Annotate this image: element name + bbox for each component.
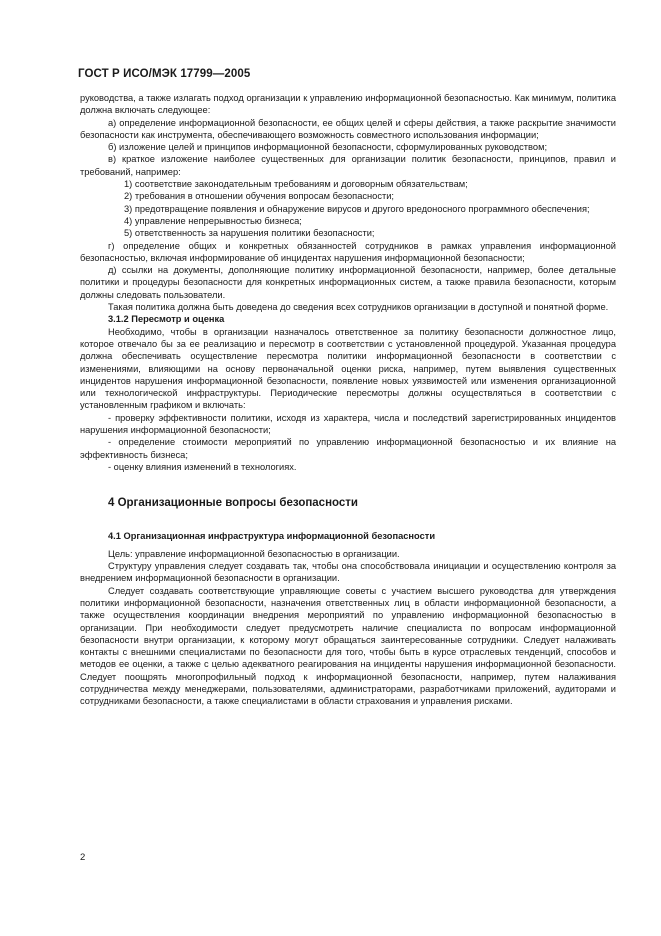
list-item: 2) требования в отношении обучения вопросам безопасности; [124,191,394,202]
paragraph: Необходимо, чтобы в организации назначалось ответственное за политику безопасности должностное лицо, которое отвечало бы за ее реализацию и пересмотр в соответствии с установленной процедурой. Указанная процедура должна обеспечивать осуществление пересмотра политики информационной безопасности в соответствии с изменениями, влияющими на основу первоначальной оценки риска, например, путем выявления существенных инцидентов нарушения информационной безопасности, появление новых уязвимостей или изменения организационной или технологической инфраструктуры. Периодические пересмотры должны осуществляться в соответствии с установленным графиком и включать: [80,326,616,411]
paragraph: руководства, а также излагать подход организации к управлению информационной безопасностью. Как минимум, политика должна включать следующее: [80,93,616,116]
list-item: 3) предотвращение появления и обнаружение вирусов и другого вредоносного программного обеспечения; [124,203,590,214]
list-item: - проверку эффективности политики, исходя из характера, числа и последствий зарегистрированных инцидентов нарушения информационной безопасности; [80,412,616,436]
list-item: д) ссылки на документы, дополняющие политику информационной безопасности, например, более детальные политики и процедуры безопасности для конкретных информационных систем, а также правила безопасности, которым должны следовать пользователи. [80,265,616,300]
list-item: - определение стоимости мероприятий по управлению информационной безопасностью и их влияние на эффективность бизнеса; [80,437,616,460]
list-item: б) изложение целей и принципов информационной безопасности, сформулированных руководством; [108,142,548,153]
list-item: г) определение общих и конкретных обязанностей сотрудников в рамках управления информационной безопасностью, включая информирование об инцидентах нарушения информационной безопасности; [80,240,616,263]
paragraph: Такая политика должна быть доведена до сведения всех сотрудников организации в доступной и понятной форме. [108,302,609,313]
page-number: 2 [80,852,86,863]
paragraph: Следует создавать соответствующие управляющие советы с участием высшего руководства для утверждения политики информационной безопасности, назначения ответственных лиц в области информационной безопасности, а также осуществления координации внедрения мероприятий по управлению информационной безопасностью в организации. При необходимости следует предусмотреть наличие специалиста по вопросам информационной безопасности внутри организации, к которому могут обращаться заинтересованные сотрудники. Следует налаживать контакты с внешними специалистами по безопасности для того, чтобы быть в курсе отраслевых тенденций, способов и методов ее оценки, а также с целью адекватного реагирования на инциденты нарушения информационной безопасности. Следует поощрять многопрофильный подход к информационной безопасности, например, путем налаживания сотрудничества между менеджерами, пользователями, администраторами, разработчиками приложений, аудиторами и сотрудниками безопасности, а также специалистами в области страхования и управления рисками. [80,585,616,707]
paragraph: Цель: управление информационной безопасностью в организации. [108,548,400,559]
list-item: а) определение информационной безопасности, ее общих целей и сферы действия, а также раскрытие значимости безопасности как инструмента, обеспечивающего возможность совместного использования информации; [80,117,616,140]
subsection-heading: 3.1.2 Пересмотр и оценка [108,314,225,325]
list-item: 4) управление непрерывностью бизнеса; [124,215,302,226]
document-header: ГОСТ Р ИСО/МЭК 17799—2005 [78,68,251,80]
list-item: в) краткое изложение наиболее существенных для организации политик безопасности, принципов, правил и требований, например: [80,154,616,177]
paragraph: Структуру управления следует создавать так, чтобы она способствовала инициации и осуществлению контроля за внедрением информационной безопасности в организации. [80,561,616,584]
subsection-heading: 4.1 Организационная инфраструктура информационной безопасности [108,530,436,541]
list-item: 1) соответствие законодательным требованиям и договорным обязательствам; [124,179,468,190]
list-item: 5) ответственность за нарушения политики безопасности; [124,228,375,239]
section-heading: 4 Организационные вопросы безопасности [108,497,358,510]
document-body [80,92,616,708]
list-item: - оценку влияния изменений в технологиях. [108,461,297,472]
